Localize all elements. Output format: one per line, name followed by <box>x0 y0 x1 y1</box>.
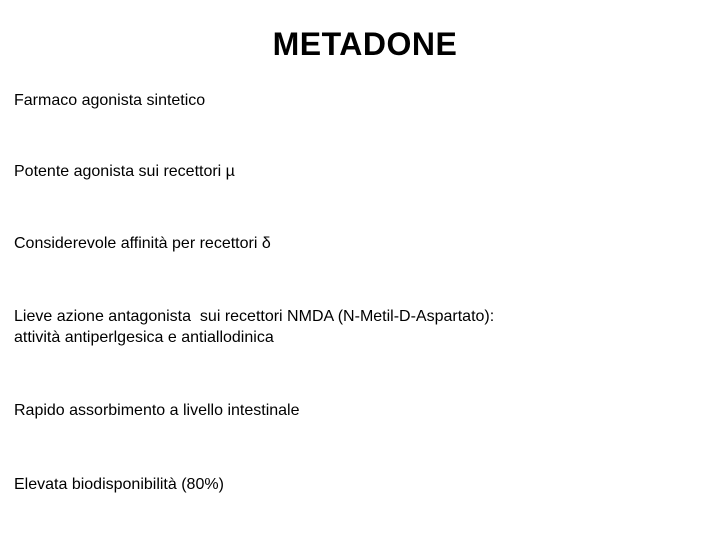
slide-title: METADONE <box>272 26 458 62</box>
bullet-item <box>14 161 704 182</box>
bullet-item <box>14 400 704 421</box>
bullet-text: Rapido assorbimento a livello intestinale <box>14 402 300 419</box>
bullet-item <box>14 90 704 111</box>
bullet-text: Potente agonista sui recettori µ <box>14 163 235 180</box>
bullet-item <box>14 474 704 495</box>
bullet-item <box>14 233 704 254</box>
bullet-text-continued: attività antiperlgesica e antiallodinica <box>14 329 274 346</box>
bullet-text: Lieve azione antagonista sui recettori NMDA (N-Metil-D-Aspartato): <box>14 308 495 325</box>
bullet-text: Elevata biodisponibilità (80%) <box>14 476 224 493</box>
bullet-text: Farmaco agonista sintetico <box>14 92 206 109</box>
bullet-item <box>14 306 704 348</box>
bullet-text: Considerevole affinità per recettori δ <box>14 235 271 252</box>
